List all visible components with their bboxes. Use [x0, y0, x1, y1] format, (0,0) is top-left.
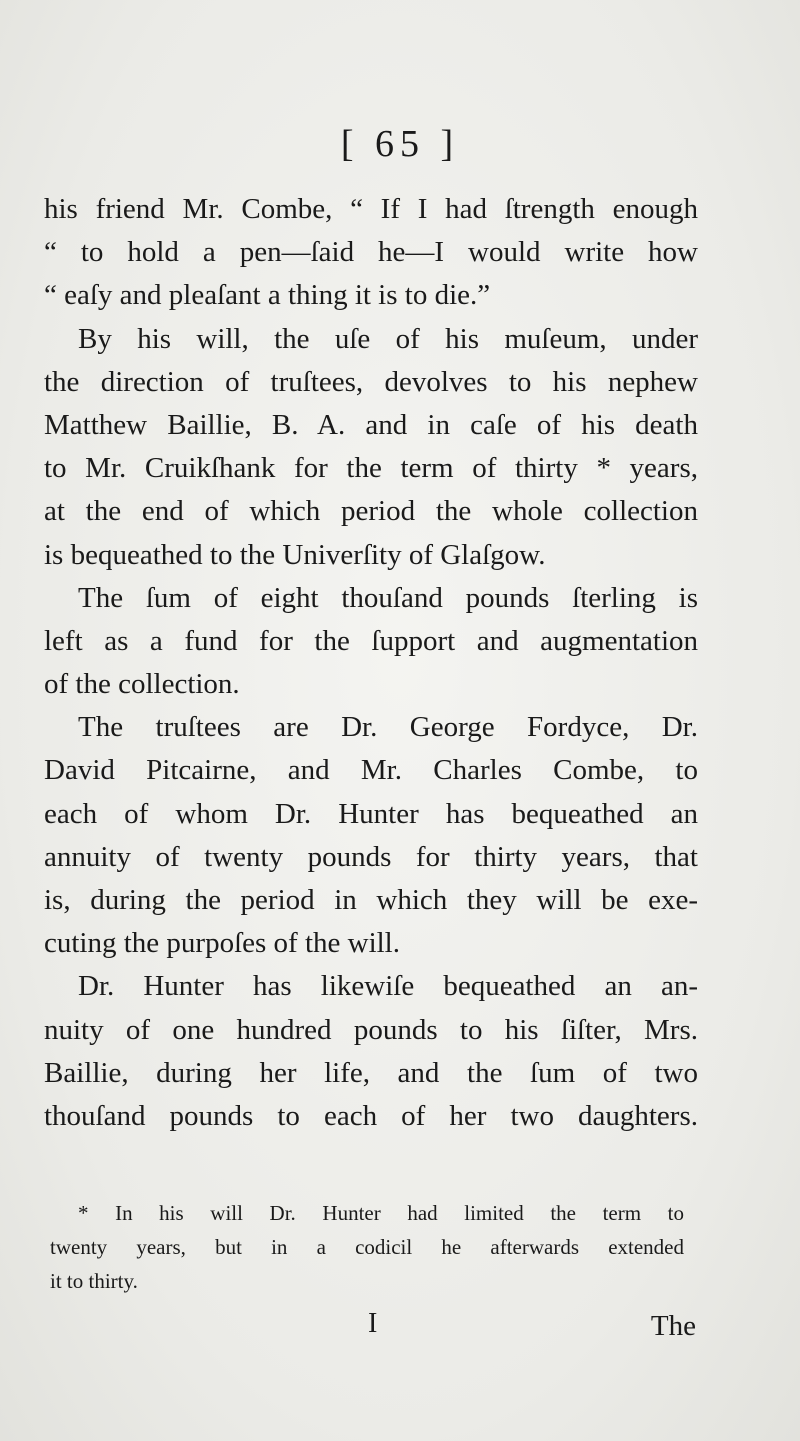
- body-text: [44, 188, 698, 1138]
- text-line: left as a fund for the ſupport and augmentation: [44, 624, 698, 657]
- text-line: at the end of which period the whole collection: [44, 495, 698, 528]
- text-line: By his will, the uſe of his muſeum, under: [78, 322, 698, 355]
- page-number: [ 65 ]: [340, 123, 460, 165]
- text-line: David Pitcairne, and Mr. Charles Combe, to: [44, 754, 698, 787]
- text-line: Baillie, during her life, and the ſum of two: [44, 1056, 698, 1089]
- text-line: annuity of twenty pounds for thirty years, that: [44, 840, 698, 873]
- footnote-line: * In his will Dr. Hunter had limited the term to: [78, 1201, 684, 1225]
- text-line: to Mr. Cruikſhank for the term of thirty * years,: [44, 452, 698, 485]
- text-line: of the collection.: [44, 668, 240, 701]
- text-line: each of whom Dr. Hunter has bequeathed an: [44, 797, 698, 830]
- text-line: is, during the period in which they will be exe-: [44, 884, 698, 916]
- signature-mark: I: [368, 1308, 378, 1339]
- text-line: cuting the purpoſes of the will.: [44, 927, 400, 960]
- text-line: thouſand pounds to each of her two daughters.: [44, 1099, 698, 1132]
- text-line: his friend Mr. Combe, “ If I had ſtrength enough: [44, 193, 698, 225]
- text-line: Dr. Hunter has likewiſe bequeathed an an-: [78, 970, 698, 1003]
- footnote: [50, 1196, 684, 1298]
- text-line: “ eaſy and pleaſant a thing it is to die.”: [44, 279, 491, 312]
- text-line: nuity of one hundred pounds to his ſiſter, Mrs.: [44, 1013, 698, 1046]
- text-line: The truſtees are Dr. George Fordyce, Dr.: [78, 711, 698, 744]
- text-line: “ to hold a pen—ſaid he—I would write how: [44, 236, 698, 269]
- text-line: is bequeathed to the Univerſity of Glaſgow.: [44, 538, 546, 571]
- catchword: The: [650, 1310, 696, 1342]
- text-line: Matthew Baillie, B. A. and in caſe of his death: [44, 408, 698, 441]
- text-line: the direction of truſtees, devolves to his nephew: [44, 365, 698, 398]
- footnote-line: it to thirty.: [50, 1269, 138, 1293]
- text-line: The ſum of eight thouſand pounds ſterling is: [78, 581, 698, 614]
- footnote-line: twenty years, but in a codicil he afterwards extended: [50, 1235, 684, 1259]
